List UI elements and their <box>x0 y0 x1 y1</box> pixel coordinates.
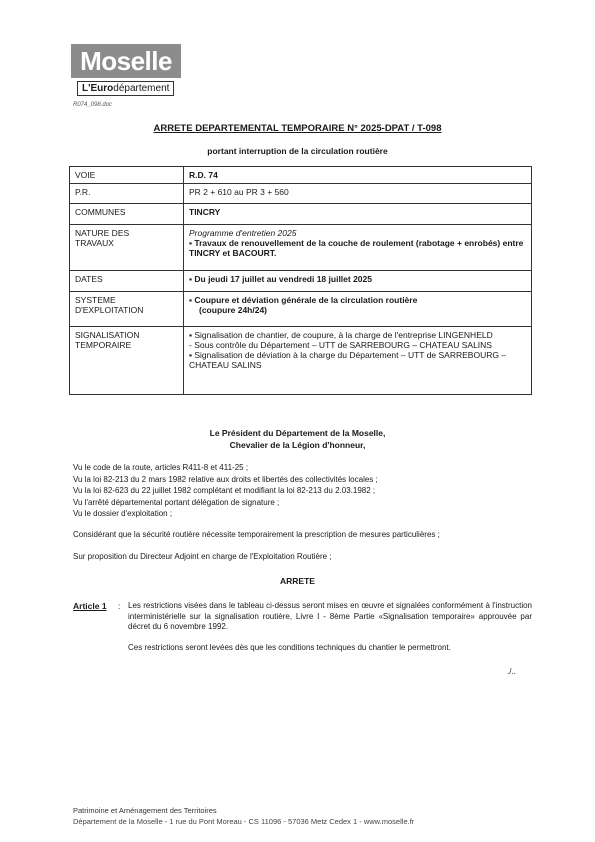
signalisation-line-3: ▪ Signalisation de déviation à la charge du Département – UTT de SARREBOURG – CHATEAU SALINS <box>189 350 507 370</box>
logo-tagline <box>77 81 174 96</box>
footer-address: Département de la Moselle - 1 rue du Pont Moreau - CS 11096 - 57036 Metz Cedex 1 - www.moselle.fr <box>73 817 415 826</box>
logo-tag-suffix: département <box>113 83 170 94</box>
document-title: ARRETE DEPARTEMENTAL TEMPORAIRE N° 2025-DPAT / T-098 <box>153 123 442 134</box>
footer-service: Patrimoine et Aménagement des Territoires <box>73 806 217 815</box>
nature-label-2: TRAVAUX <box>75 238 114 248</box>
voie-label: VOIE <box>70 167 184 184</box>
pr-label: P.R. <box>70 184 184 204</box>
table-row-signalisation <box>70 327 532 395</box>
signalisation-label <box>70 327 184 395</box>
dates-label: DATES <box>70 271 184 292</box>
document-reference: R074_098.doc <box>73 102 113 108</box>
article-1-text-2: Ces restrictions seront levées dès que les conditions techniques du chantier le permettront. <box>128 643 451 652</box>
vu-list <box>73 462 378 520</box>
nature-label-1: NATURE DES <box>75 228 130 238</box>
article-1-text: Les restrictions visées dans le tableau ci-dessus seront mises en œuvre et signalées conformément à l'instruction interministérielle sur la signalisation routière, Livre I - 8ème Partie «Signalisation temporaire» approuvée par décret du 6 novembre 1992. <box>128 601 532 631</box>
vu-item: Vu le dossier d'exploitation ; <box>73 509 173 518</box>
nature-program: Programme d'entretien 2025 <box>189 228 297 238</box>
arrete-heading: ARRETE <box>280 576 315 586</box>
signalisation-line-1: ▪ Signalisation de chantier, de coupure, à la charge de l'entreprise LINGENHELD <box>189 330 493 340</box>
table-row-dates <box>70 271 532 292</box>
systeme-label-1: SYSTEME <box>75 295 116 305</box>
considerant-text: Considérant que la sécurité routière nécessite temporairement la prescription de mesures particulières ; <box>73 530 440 539</box>
table-row-pr <box>70 184 532 204</box>
signalisation-label-1: SIGNALISATION <box>75 330 140 340</box>
systeme-value <box>184 292 532 327</box>
president-line-2: Chevalier de la Légion d'honneur, <box>229 440 366 450</box>
president-line-1: Le Président du Département de la Moselle, <box>209 428 386 438</box>
table-row-voie <box>70 167 532 184</box>
communes-value: TINCRY <box>184 204 532 225</box>
signalisation-label-2: TEMPORAIRE <box>75 340 132 350</box>
article-1-colon: : <box>118 601 121 611</box>
systeme-label-2: D'EXPLOITATION <box>75 305 144 315</box>
moselle-logo <box>71 44 181 96</box>
communes-label: COMMUNES <box>70 204 184 225</box>
vu-item: Vu la loi 82-623 du 22 juillet 1982 complétant et modifiant la loi 82-213 du 2.03.1982 ; <box>73 486 376 495</box>
president-heading <box>0 427 595 451</box>
dates-value: ▪ Du jeudi 17 juillet au vendredi 18 juillet 2025 <box>184 271 532 292</box>
vu-item: Vu l'arrêté départemental portant délégation de signature ; <box>73 497 280 507</box>
document-subtitle: portant interruption de la circulation routière <box>207 146 388 156</box>
info-table <box>69 166 532 395</box>
nature-label <box>70 225 184 271</box>
article-1-label: Article 1 <box>73 601 107 611</box>
table-row-communes <box>70 204 532 225</box>
signalisation-line-2: - Sous contrôle du Département – UTT de SARREBOURG – CHATEAU SALINS <box>189 340 492 350</box>
table-row-nature <box>70 225 532 271</box>
systeme-label <box>70 292 184 327</box>
signalisation-value <box>184 327 532 395</box>
systeme-value-2: (coupure 24h/24) <box>199 305 268 315</box>
page-continuation: ./.. <box>507 667 516 676</box>
proposition-text: Sur proposition du Directeur Adjoint en charge de l'Exploitation Routière ; <box>73 552 332 561</box>
nature-value <box>184 225 532 271</box>
logo-name: Moselle <box>71 44 181 78</box>
pr-value: PR 2 + 610 au PR 3 + 560 <box>184 184 532 204</box>
vu-item: Vu le code de la route, articles R411-8 et 411-25 ; <box>73 463 249 472</box>
vu-item: Vu la loi 82-213 du 2 mars 1982 relative aux droits et libertés des collectivités locales ; <box>73 474 378 484</box>
systeme-value-1: ▪ Coupure et déviation générale de la circulation routière <box>189 295 418 305</box>
table-row-systeme <box>70 292 532 327</box>
nature-detail: ▪ Travaux de renouvellement de la couche de roulement (rabotage + enrobés) entre TINCRY et BACOURT. <box>189 238 524 258</box>
logo-tag-prefix: L'Euro <box>82 83 114 94</box>
voie-value: R.D. 74 <box>184 167 532 184</box>
